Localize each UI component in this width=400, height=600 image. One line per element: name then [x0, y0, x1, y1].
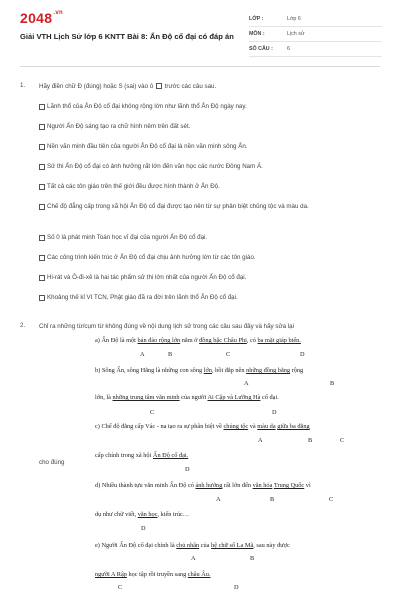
checkbox-icon[interactable]: [39, 164, 45, 170]
tf-item[interactable]: Khoảng thế kỉ VI TCN, Phật giáo đã ra đời trên lãnh thổ Ấn Độ cổ đại.: [39, 293, 238, 303]
header-divider: [20, 66, 380, 67]
meta-class: LỚP : Lớp 6: [249, 12, 382, 27]
option-label: A: [244, 380, 249, 387]
option-label: B: [250, 555, 255, 562]
document-meta: [249, 12, 382, 57]
sentence-d-line2: dụ như chữ viết, văn học, kiến trúc…: [95, 511, 190, 518]
sentence-b: b) Sông Ấn, sông Hằng là những con sông lớn, bồi đắp nên những đồng bằng rộng: [95, 367, 304, 374]
meta-subject: MÔN : Lịch sử: [249, 27, 382, 42]
option-label: B: [330, 380, 335, 387]
option-label: B: [308, 437, 313, 444]
checkbox-icon[interactable]: [39, 184, 45, 190]
checkbox-icon[interactable]: [39, 144, 45, 150]
option-label: D: [300, 351, 305, 358]
tf-item[interactable]: Nền văn minh đầu tiên của người Ấn Độ cổ đại là nền văn minh sông Ấn.: [39, 142, 247, 152]
sentence-c: c) Chế độ đẳng cấp Vác - na tạo ra sự phân biệt về chủng tộc và màu da giữa ba đẳng: [95, 423, 310, 430]
sentence-a: a) Ấn Độ là một bán đảo rộng lớn nằm ở đồng bặc Châu Phi, có ba mặt giáp biển.: [95, 337, 301, 344]
tf-item[interactable]: Hi-rát và Ô-đi-xê là hai tác phẩm sử thi lớn nhất của người Ấn Độ cổ đại.: [39, 273, 246, 283]
document-header: [0, 0, 400, 64]
option-label: C: [340, 437, 345, 444]
option-label: C: [150, 409, 155, 416]
tf-item[interactable]: Người Ấn Độ sáng tạo ra chữ hình nêm trên đất sét.: [39, 122, 190, 132]
checkbox-icon[interactable]: [39, 275, 45, 281]
question-text: Hãy điền chữ Đ (đúng) hoặc S (sai) vào ô trước các câu sau.: [39, 83, 217, 90]
site-logo[interactable]: $2048^{.vn}$: [20, 10, 63, 26]
checkbox-icon[interactable]: [39, 235, 45, 241]
option-label: C: [226, 351, 231, 358]
checkbox-icon[interactable]: [39, 204, 45, 210]
checkbox-icon: [156, 83, 162, 89]
meta-question-count: SỐ CÂU : 6: [249, 42, 382, 57]
checkbox-icon[interactable]: [39, 124, 45, 130]
option-label: D: [272, 409, 277, 416]
question-text: Chỉ ra những từ/cụm từ không đúng về nội dung lịch sử trong các câu sau đây và hãy sửa lại: [39, 323, 294, 330]
option-label: D: [234, 584, 239, 591]
option-label: B: [270, 496, 275, 503]
sentence-e-line2: người A Rập học tập rồi truyền sang châu Âu.: [95, 571, 211, 578]
checkbox-icon[interactable]: [39, 295, 45, 301]
question-number: 1.: [20, 82, 26, 89]
option-label: C: [118, 584, 123, 591]
checkbox-icon[interactable]: [39, 104, 45, 110]
tf-item[interactable]: Số 0 là phát minh Toán học vĩ đại của người Ấn Độ cổ đại.: [39, 233, 207, 243]
option-label: A: [258, 437, 263, 444]
option-label: D: [185, 466, 190, 473]
tf-item[interactable]: Sử thi Ấn Độ cổ đại có ảnh hưởng rất lớn đến văn học các nước Đông Nam Á.: [39, 162, 263, 172]
document-title: Giải VTH Lịch Sử lớp 6 KNTT Bài 8: Ấn Độ cổ đại có đáp án: [20, 32, 234, 41]
tf-item[interactable]: Lãnh thổ của Ấn Độ cổ đại không rộng lớn như lãnh thổ Ấn Độ ngày nay.: [39, 102, 247, 112]
option-label: B: [168, 351, 173, 358]
sentence-b-line2: lớn, là những trung tâm văn minh của người Ai Cập và Lưỡng Hà cổ đại.: [95, 394, 279, 401]
option-label: A: [140, 351, 145, 358]
sentence-c-line2: cấp chính trong xã hội Ấn Độ cổ đại.: [95, 452, 189, 459]
checkbox-icon[interactable]: [39, 255, 45, 261]
sentence-e: e) Người Ấn Độ cổ đại chính là chủ nhân của hệ chữ số La Mã, sau này được: [95, 542, 290, 549]
side-label: cho đúng: [39, 459, 65, 466]
tf-item[interactable]: Các công trình kiến trúc ở Ấn Độ cổ đại chịu ảnh hưởng lớn từ các tôn giáo.: [39, 253, 256, 263]
sentence-d: d) Nhiều thành tựu văn minh Ấn Độ có ảnh hưởng rất lớn đến văn hóa Trung Quốc vì: [95, 482, 311, 489]
option-label: D: [141, 525, 146, 532]
tf-item[interactable]: Chế độ đẳng cấp trong xã hội Ấn Độ cổ đại được tạo nên từ sự phân biệt chủng tộc và màu da.: [39, 202, 379, 212]
option-label: C: [329, 496, 334, 503]
question-number: 2.: [20, 322, 26, 329]
option-label: A: [191, 555, 196, 562]
tf-item[interactable]: Tất cả các tôn giáo trên thế giới đều được hình thành ở Ấn Độ.: [39, 182, 220, 192]
option-label: A: [216, 496, 221, 503]
